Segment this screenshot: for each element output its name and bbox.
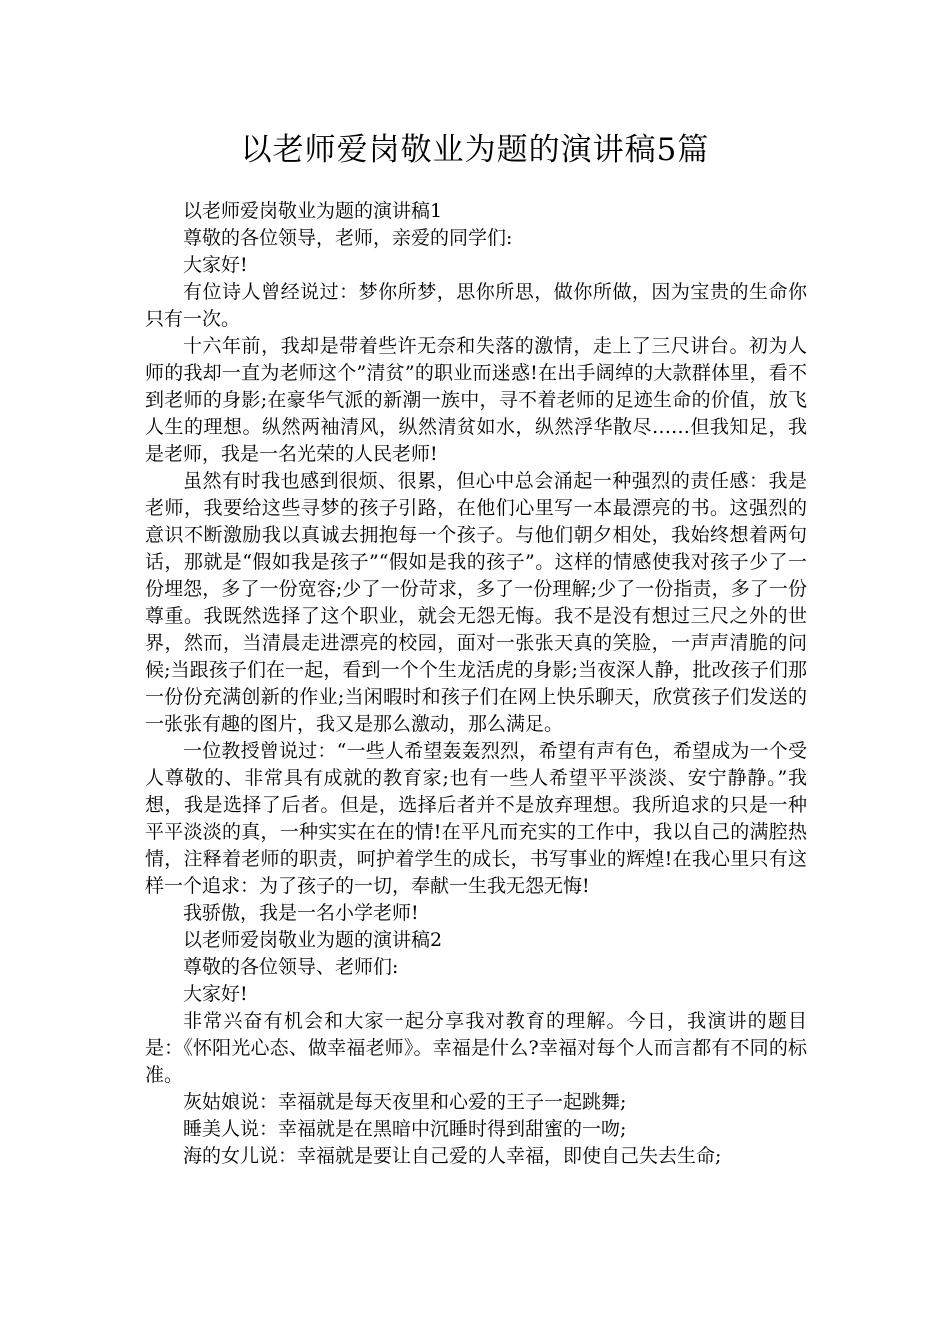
salutation: 尊敬的各位领导，老师，亲爱的同学们: xyxy=(183,227,513,249)
section-heading: 以老师爱岗敬业为题的演讲稿2 xyxy=(183,929,443,951)
body-paragraph: 海的女儿说：幸福就是要让自己爱的人幸福，即使自己失去生命; xyxy=(183,1145,722,1167)
salutation: 尊敬的各位领导、老师们: xyxy=(183,956,399,978)
body-paragraph: 有位诗人曾经说过：梦你所梦，思你所思，做你所做，因为宝贵的生命你只有一次。 xyxy=(145,281,807,330)
section-heading: 以老师爱岗敬业为题的演讲稿1 xyxy=(183,200,443,222)
body-paragraph: 非常兴奋有机会和大家一起分享我对教育的理解。今日，我演讲的题目是：《怀阳光心态、做幸福老师》。幸福是什么?幸福对每个人而言都有不同的标准。 xyxy=(145,1010,807,1086)
closing-line: 我骄傲，我是一名小学老师! xyxy=(183,902,419,924)
greeting: 大家好! xyxy=(183,983,248,1005)
document-title: 以老师爱岗敬业为题的演讲稿5篇 xyxy=(240,132,710,168)
body-paragraph: 虽然有时我也感到很烦、很累，但心中总会涌起一种强烈的责任感：我是老师，我要给这些寻梦的孩子引路，在他们心里写一本最漂亮的书。这强烈的意识不断激励我以真诚去拥抱每一个孩子。与他们朝夕相处，我始终想着两句话，那就是“假如我是孩子”“假如是我的孩子”。这样的情感使我对孩子少了一份埋怨，多了一份宽容;少了一份苛求，多了一份理解;少了一份指责，多了一份尊重。我既然选择了这个职业，就会无怨无悔。我不是没有想过三尺之外的世界，然而，当清晨走进漂亮的校园，面对一张张天真的笑脸，一声声清脆的问候;当跟孩子们在一起，看到一个个生龙活虎的身影;当夜深人静，批改孩子们那一份份充满创新的作业;当闲暇时和孩子们在网上快乐聊天，欣赏孩子们发送的一张张有趣的图片，我又是那么激动，那么满足。 xyxy=(145,470,807,735)
body-paragraph: 灰姑娘说：幸福就是每天夜里和心爱的王子一起跳舞; xyxy=(183,1091,627,1113)
greeting: 大家好! xyxy=(183,254,248,276)
body-paragraph: 睡美人说：幸福就是在黑暗中沉睡时得到甜蜜的一吻; xyxy=(183,1118,627,1140)
body-paragraph: 十六年前，我却是带着些许无奈和失落的激情，走上了三尺讲台。初为人师的我却一直为老师这个”清贫”的职业而迷惑!在出手阔绰的大款群体里，看不到老师的身影;在豪华气派的新潮一族中，寻不着老师的足迹生命的价值，放飞人生的理想。纵然两袖清风，纵然清贫如水，纵然浮华散尽……但我知足，我是老师，我是一名光荣的人民老师! xyxy=(145,335,807,465)
document-body xyxy=(145,198,807,1170)
body-paragraph: 一位教授曾说过：“一些人希望轰轰烈烈，希望有声有色，希望成为一个受人尊敬的、非常具有成就的教育家;也有一些人希望平平淡淡、安宁静静。”我想，我是选择了后者。但是，选择后者并不是放弃理想。我所追求的只是一种平平淡淡的真，一种实实在在的情!在平凡而充实的工作中，我以自己的满腔热情，注释着老师的职责，呵护着学生的成长，书写事业的辉煌!在我心里只有这样一个追求：为了孩子的一切，奉献一生我无怨无悔! xyxy=(145,740,807,897)
